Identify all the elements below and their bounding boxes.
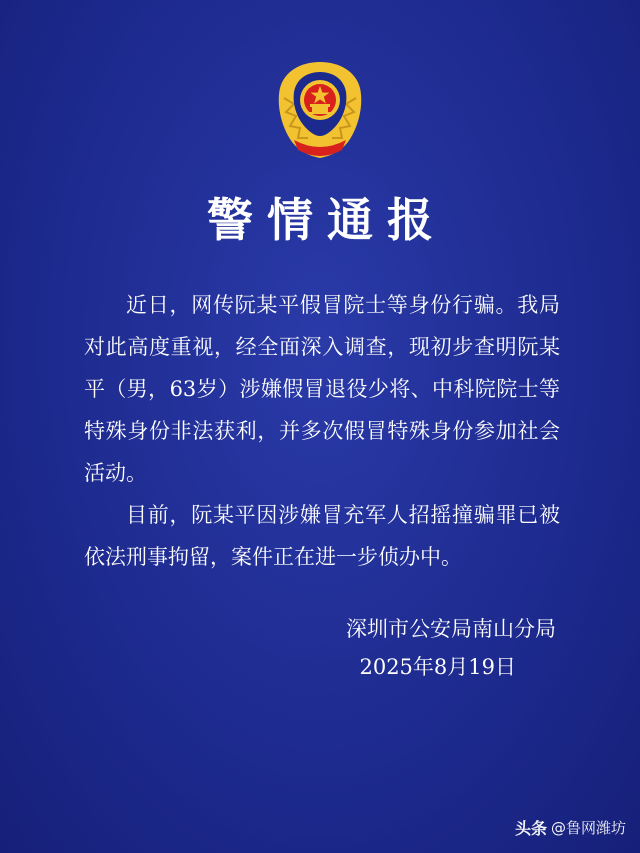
watermark	[515, 816, 626, 839]
issue-date: 2025年8月19日	[359, 655, 516, 679]
police-emblem-icon	[270, 58, 370, 160]
notice-body	[84, 284, 560, 578]
issuer-name: 深圳市公安局南山分局	[346, 617, 556, 641]
watermark-handle: @鲁网潍坊	[550, 819, 626, 837]
notice-title: 警情通报	[207, 193, 447, 247]
notice-paragraph: 目前，阮某平因涉嫌冒充军人招摇撞骗罪已被依法刑事拘留，案件正在进一步侦办中。	[84, 503, 560, 569]
notice-paragraph: 近日，网传阮某平假冒院士等身份行骗。我局对此高度重视，经全面深入调查，现初步查明阮某平（男，63岁）涉嫌假冒退役少将、中科院院士等特殊身份非法获利，并多次假冒特殊身份参加社会活动。	[84, 293, 560, 485]
notice-signature	[346, 610, 556, 686]
watermark-brand: 头条	[514, 819, 547, 838]
